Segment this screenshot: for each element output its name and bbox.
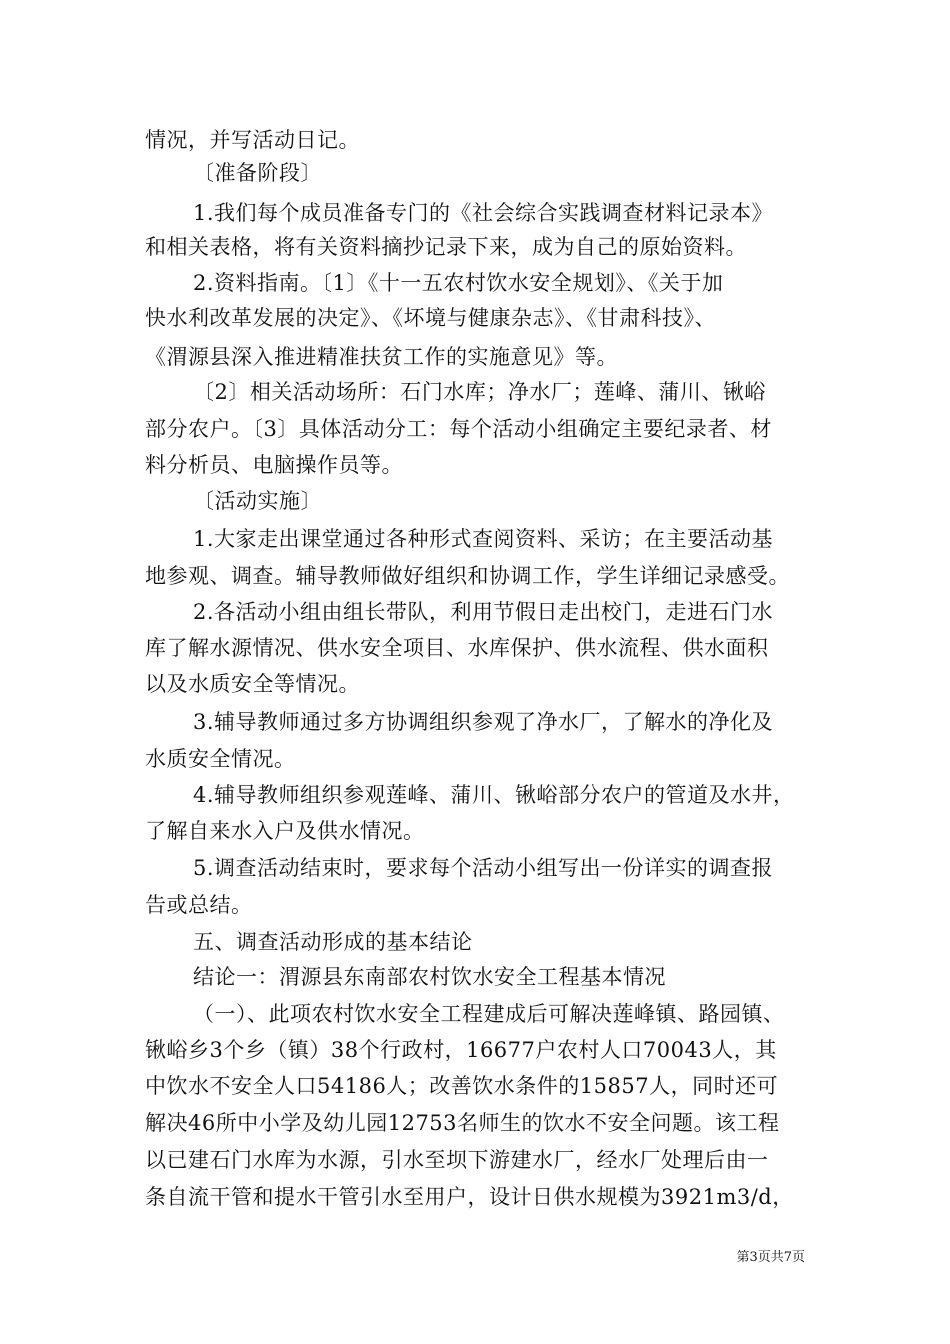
text-line-30: 条自流干管和提水干管引水至用户，设计日供水规模为3921m3/d， xyxy=(145,1185,794,1209)
text-line-13: 地参观、调查。辅导教师做好组织和协调工作，学生详细记录感受。 xyxy=(145,564,790,588)
text-line-7: 《渭源县深入推进精准扶贫工作的实施意见》等。 xyxy=(145,345,618,369)
text-line-14: 2.各活动小组由组长带队，利用节假日走出校门，走进石门水 xyxy=(193,600,774,624)
text-line-28: 解决46所中小学及幼儿园12753名师生的饮水不安全问题。该工程 xyxy=(145,1111,780,1135)
page-number-footer: 第3页共7页 xyxy=(736,1250,805,1265)
section-heading-implementation: 〔活动实施〕 xyxy=(193,489,322,513)
text-line-29: 以已建石门水库为水源，引水至坝下游建水厂，经水厂处理后由一 xyxy=(145,1148,769,1172)
section-heading-preparation: 〔准备阶段〕 xyxy=(193,161,322,185)
text-line-15: 库了解水源情况、供水安全项目、水库保护、供水流程、供水面积 xyxy=(145,636,769,660)
subheading-conclusion-one: 结论一：渭源县东南部农村饮水安全工程基本情况 xyxy=(193,965,666,989)
text-line-22: 告或总结。 xyxy=(145,893,253,917)
text-line-16: 以及水质安全等情况。 xyxy=(145,672,360,696)
text-line-10: 料分析员、电脑操作员等。 xyxy=(145,453,403,477)
text-line-20: 了解自来水入户及供水情况。 xyxy=(145,819,425,843)
text-line-4: 和相关表格，将有关资料摘抄记录下来，成为自己的原始资料。 xyxy=(145,235,747,259)
text-line-17: 3.辅导教师通过多方协调组织参观了净水厂，了解水的净化及 xyxy=(193,710,774,734)
text-line-1: 情况，并写活动日记。 xyxy=(145,128,360,152)
text-line-8: 〔2〕相关活动场所：石门水库；净水厂；莲峰、蒲川、锹峪 xyxy=(193,380,766,404)
text-line-27: 中饮水不安全人口54186人；改善饮水条件的15857人，同时还可 xyxy=(145,1074,779,1098)
text-line-26: 锹峪乡3个乡（镇）38个行政村，16677户农村人口70043人，其 xyxy=(145,1038,777,1062)
text-line-25: （一）、此项农村饮水安全工程建成后可解决莲峰镇、路园镇、 xyxy=(193,1002,785,1026)
text-line-19: 4.辅导教师组织参观莲峰、蒲川、锹峪部分农户的管道及水井， xyxy=(193,783,795,807)
text-line-9: 部分农户。〔3〕具体活动分工：每个活动小组确定主要纪录者、材 xyxy=(145,417,772,441)
section-heading-conclusions: 五、调查活动形成的基本结论 xyxy=(193,930,473,954)
text-line-18: 水质安全情况。 xyxy=(145,747,296,771)
text-line-12: 1.大家走出课堂通过各种形式查阅资料、采访；在主要活动基 xyxy=(193,527,774,551)
text-line-5: 2.资料指南。〔1〕《十一五农村饮水安全规划》、《关于加 xyxy=(193,271,724,295)
text-line-6: 快水利改革发展的决定》、《坏境与健康杂志》、《甘肃科技》、 xyxy=(145,306,716,330)
text-line-3: 1.我们每个成员准备专门的《社会综合实践调查材料记录本》 xyxy=(193,201,774,225)
text-line-21: 5.调查活动结束时，要求每个活动小组写出一份详实的调查报 xyxy=(193,856,774,880)
